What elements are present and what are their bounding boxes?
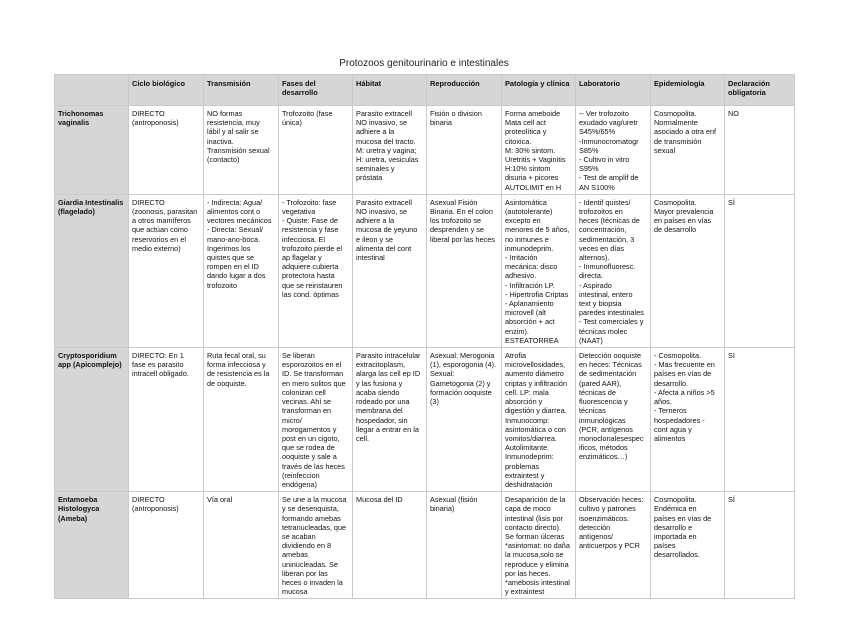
header-habitat: Hábitat bbox=[353, 75, 427, 106]
ciclo-cell: DIRECTO: En 1 fase es parasito intracell obligado. bbox=[129, 348, 204, 492]
header-patologia: Patología y clínica bbox=[502, 75, 576, 106]
declaracion-cell: SI bbox=[725, 348, 795, 492]
laboratorio-cell: Detección ooquiste en heces: Técnicas de sedimentación (pared AAR), técnicas de fluorescencia y técnicas inmunológicas (PCR, antígenos monoclonalesespec ificos, métodos enzimáticos…) bbox=[576, 348, 651, 492]
laboratorio-cell: Observación heces: cultivo y patrones isoenzimáticos. detección antígenos/ anticuerpos y PCR bbox=[576, 492, 651, 599]
table-row bbox=[55, 348, 795, 492]
declaracion-cell: SÍ bbox=[725, 194, 795, 347]
patologia-cell: Forma ameboide Mata cell act proteolítica y citoxica. M: 30% sintom. Uretritis + Vaginitis H:10% sintom disuria + picores AUTOLIMIT en H bbox=[502, 106, 576, 195]
protozoa-table bbox=[54, 74, 795, 599]
patologia-cell: Atrofia microvellosidades, aumento diámetro criptas y infiltración cell. LP: mala absorción y digestión y diarrea. Inmunocomp: asintomática o con vomitos/diarrea. Autolimitante. Inmunodeprim: problemas extraintest y deshidratación bbox=[502, 348, 576, 492]
ciclo-cell: DIRECTO (zoonosis, parasitan a otros mamíferos que actúan como reservorios en el medio externo) bbox=[129, 194, 204, 347]
transmision-cell: - Indirecta: Agua/ alimentos cont o vectores mecánicos - Directa: Sexual/ mano-ano-boca. Ingerimos los quistes que se rompen en el ID dando lugar a dos trofozoito bbox=[204, 194, 279, 347]
fases-cell: Se liberan esporozoitos en el ID. Se transforman en mero solitos que colonizan cell vecinas. Ahí se transforman en micro/ morogamentos y post en un cigoto, que se rodea de ooquiste y sale a través de las heces (reinfeccion endógena) bbox=[279, 348, 353, 492]
organism-cell: Giardia Intestinalis (flagelado) bbox=[55, 194, 129, 347]
laboratorio-cell: -- Ver trofozoito exudado vag/uretr S45%/65% -Inmunocromatogr S85% - Cultivo in vitro S95% - Test de amplif de AN S100% bbox=[576, 106, 651, 195]
patologia-cell: Asintomática (autotolerante) excepto en menores de 5 años, no inmunes e inmunodeprim. - Irritación mecánica: disco adhesivo. - Infiltración LP. - Hipertrofia Criptas - Aplanamiento microvell (alt absorción + act enzim). ESTEATORREA bbox=[502, 194, 576, 347]
reproduccion-cell: Asexual: Merogonia (1), esporogonia (4). Sexual: Gametogonia (2) y formación ooquiste (3) bbox=[427, 348, 502, 492]
habitat-cell: Mucosa del ID bbox=[353, 492, 427, 599]
laboratorio-cell: - Identif quistes/ trofozoitos en heces (técnicas de concentración, sedimentación, 3 veces en días alternos). - Inmunofluoresc. directa. - Aspirado intestinal, entero text y biopsia paredes intestinales - Test comerciales y técnicas molec (NAAT) bbox=[576, 194, 651, 347]
table-row bbox=[55, 194, 795, 347]
header-ciclo: Ciclo biológico bbox=[129, 75, 204, 106]
table-row bbox=[55, 492, 795, 599]
declaracion-cell: SÍ bbox=[725, 492, 795, 599]
habitat-cell: Parasito extracell NO invasivo, se adhiere a la mucosa de yeyuno e ileon y se alimenta del cont intestinal bbox=[353, 194, 427, 347]
declaracion-cell: NO bbox=[725, 106, 795, 195]
fases-cell: Trofozoito (fase única) bbox=[279, 106, 353, 195]
header-fases: Fases del desarrollo bbox=[279, 75, 353, 106]
fases-cell: Se une a la mucosa y se desenquista, formando amebas tetranucleadas, que se acaban dividiendo en 8 amebas uninucleadas. Se liberan por las heces o invaden la mucosa bbox=[279, 492, 353, 599]
ciclo-cell: DIRECTO (antroponosis) bbox=[129, 492, 204, 599]
transmision-cell: NO formas resistencia, muy lábil y al salir se inactiva. Transmisión sexual (contacto) bbox=[204, 106, 279, 195]
patologia-cell: Desaparición de la capa de moco intestinal (lisis por contacto directo). Se forman úlceras *asintomat: no daña la mucosa,solo se reproduce y elimina por las heces. *amebosis intestinal y extraintest bbox=[502, 492, 576, 599]
reproduccion-cell: Asexual (fisión binaria) bbox=[427, 492, 502, 599]
organism-cell: Trichonomas vaginalis bbox=[55, 106, 129, 195]
header-reproduccion: Reproducción bbox=[427, 75, 502, 106]
page-title: Protozoos genitourinario e intestinales bbox=[339, 58, 509, 69]
transmision-cell: Vía oral bbox=[204, 492, 279, 599]
epidemiologia-cell: Cosmopolita. Normalmente asociado a otra enf de transmisión sexual bbox=[651, 106, 725, 195]
habitat-cell: Parasito extracell NO invasivo, se adhiere a la mucosa del tracto. M: uretra y vagina; H: uretra, vesiculas seminales y próstata bbox=[353, 106, 427, 195]
habitat-cell: Parasito intracelular extracitoplasm, alarga las cell ep ID y las fusiona y acaba siendo rodeado por una membrana del hospedador, sin llegar a entrar en la cell. bbox=[353, 348, 427, 492]
header-declaracion: Declaración obligatoria bbox=[725, 75, 795, 106]
header-laboratorio: Laboratorio bbox=[576, 75, 651, 106]
header-epidemiologia: Epidemiología bbox=[651, 75, 725, 106]
table-row bbox=[55, 106, 795, 195]
epidemiologia-cell: Cosmopolita. Endémica en países en vías de desarrollo e importada en países desarrollados. bbox=[651, 492, 725, 599]
transmision-cell: Ruta fecal oral, su forma infecciosa y de resistencia es la de ooquiste. bbox=[204, 348, 279, 492]
ciclo-cell: DIRECTO (antroponosis) bbox=[129, 106, 204, 195]
header-organism bbox=[55, 75, 129, 106]
epidemiologia-cell: - Cosmopolita. - Mas frecuente en países en vías de desarrollo. - Afecta a niños >5 años. - Terneros hospedadores - cont agua y alimentos bbox=[651, 348, 725, 492]
header-transmision: Transmisión bbox=[204, 75, 279, 106]
epidemiologia-cell: Cosmopolita. Mayor prevalencia en países en vías de desarrollo bbox=[651, 194, 725, 347]
organism-cell: Entamoeba Histologyca (Ameba) bbox=[55, 492, 129, 599]
fases-cell: - Trofozoito: fase vegetativa - Quiste: Fase de resistencia y fase infecciosa. El trofozoito pierde el ap flagelar y adquiere cubierta protectora hasta que se reinstauren las cond. óptimas bbox=[279, 194, 353, 347]
reproduccion-cell: Fisión o division binaria bbox=[427, 106, 502, 195]
reproduccion-cell: Asexual Fisión Binaria. En el colon los trofozoito se desprenden y se liberal por las heces bbox=[427, 194, 502, 347]
organism-cell: Cryptosporidium app (Apicomplejo) bbox=[55, 348, 129, 492]
header-row bbox=[55, 75, 795, 106]
